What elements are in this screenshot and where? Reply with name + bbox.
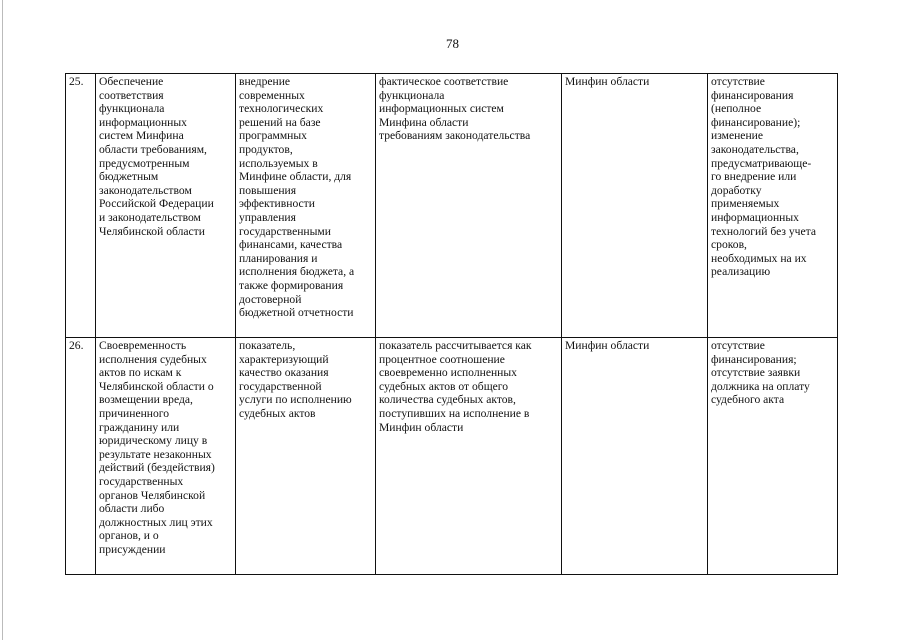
plan-table: [65, 73, 838, 575]
responsible-cell: Минфин области: [562, 74, 708, 338]
table-row: [66, 74, 838, 338]
indicator-cell: показатель рассчитывается как процентное соотношение своевременно исполненных судебных актов от общего количества судебных актов, поступивших на исполнение в Минфин области: [376, 338, 562, 575]
goal-cell: Обеспечение соответствия функционала информационных систем Минфина области требованиям, предусмотренным бюджетным законодательством Российской Федерации и законодательством Челябинской области: [96, 74, 236, 338]
table-row: [66, 338, 838, 575]
risks-cell: отсутствие финансирования; отсутствие заявки должника на оплату судебного акта: [708, 338, 838, 575]
row-number: 26.: [66, 338, 96, 575]
page-number: 78: [446, 36, 459, 51]
row-number: 25.: [66, 74, 96, 338]
measure-cell: показатель, характеризующий качество оказания государственной услуги по исполнению судебных актов: [236, 338, 376, 575]
responsible-cell: Минфин области: [562, 338, 708, 575]
page-edge-line: [2, 0, 3, 640]
risks-cell: отсутствие финансирования (неполное финансирование); изменение законодательства, предусматривающе- го внедрение или доработку применяемых информационных технологий без учета сроков, необходимых на их реализацию: [708, 74, 838, 338]
measure-cell: внедрение современных технологических решений на базе программных продуктов, используемых в Минфине области, для повышения эффективности управления государственными финансами, качества планирования и исполнения бюджета, а также формирования достоверной бюджетной отчетности: [236, 74, 376, 338]
goal-cell: Своевременность исполнения судебных актов по искам к Челябинской области о возмещении вреда, причиненного гражданину или юридическому лицу в результате незаконных действий (бездействия) государственных органов Челябинской области либо должностных лиц этих органов, и о присуждении: [96, 338, 236, 575]
indicator-cell: фактическое соответствие функционала информационных систем Минфина области требованиям законодательства: [376, 74, 562, 338]
